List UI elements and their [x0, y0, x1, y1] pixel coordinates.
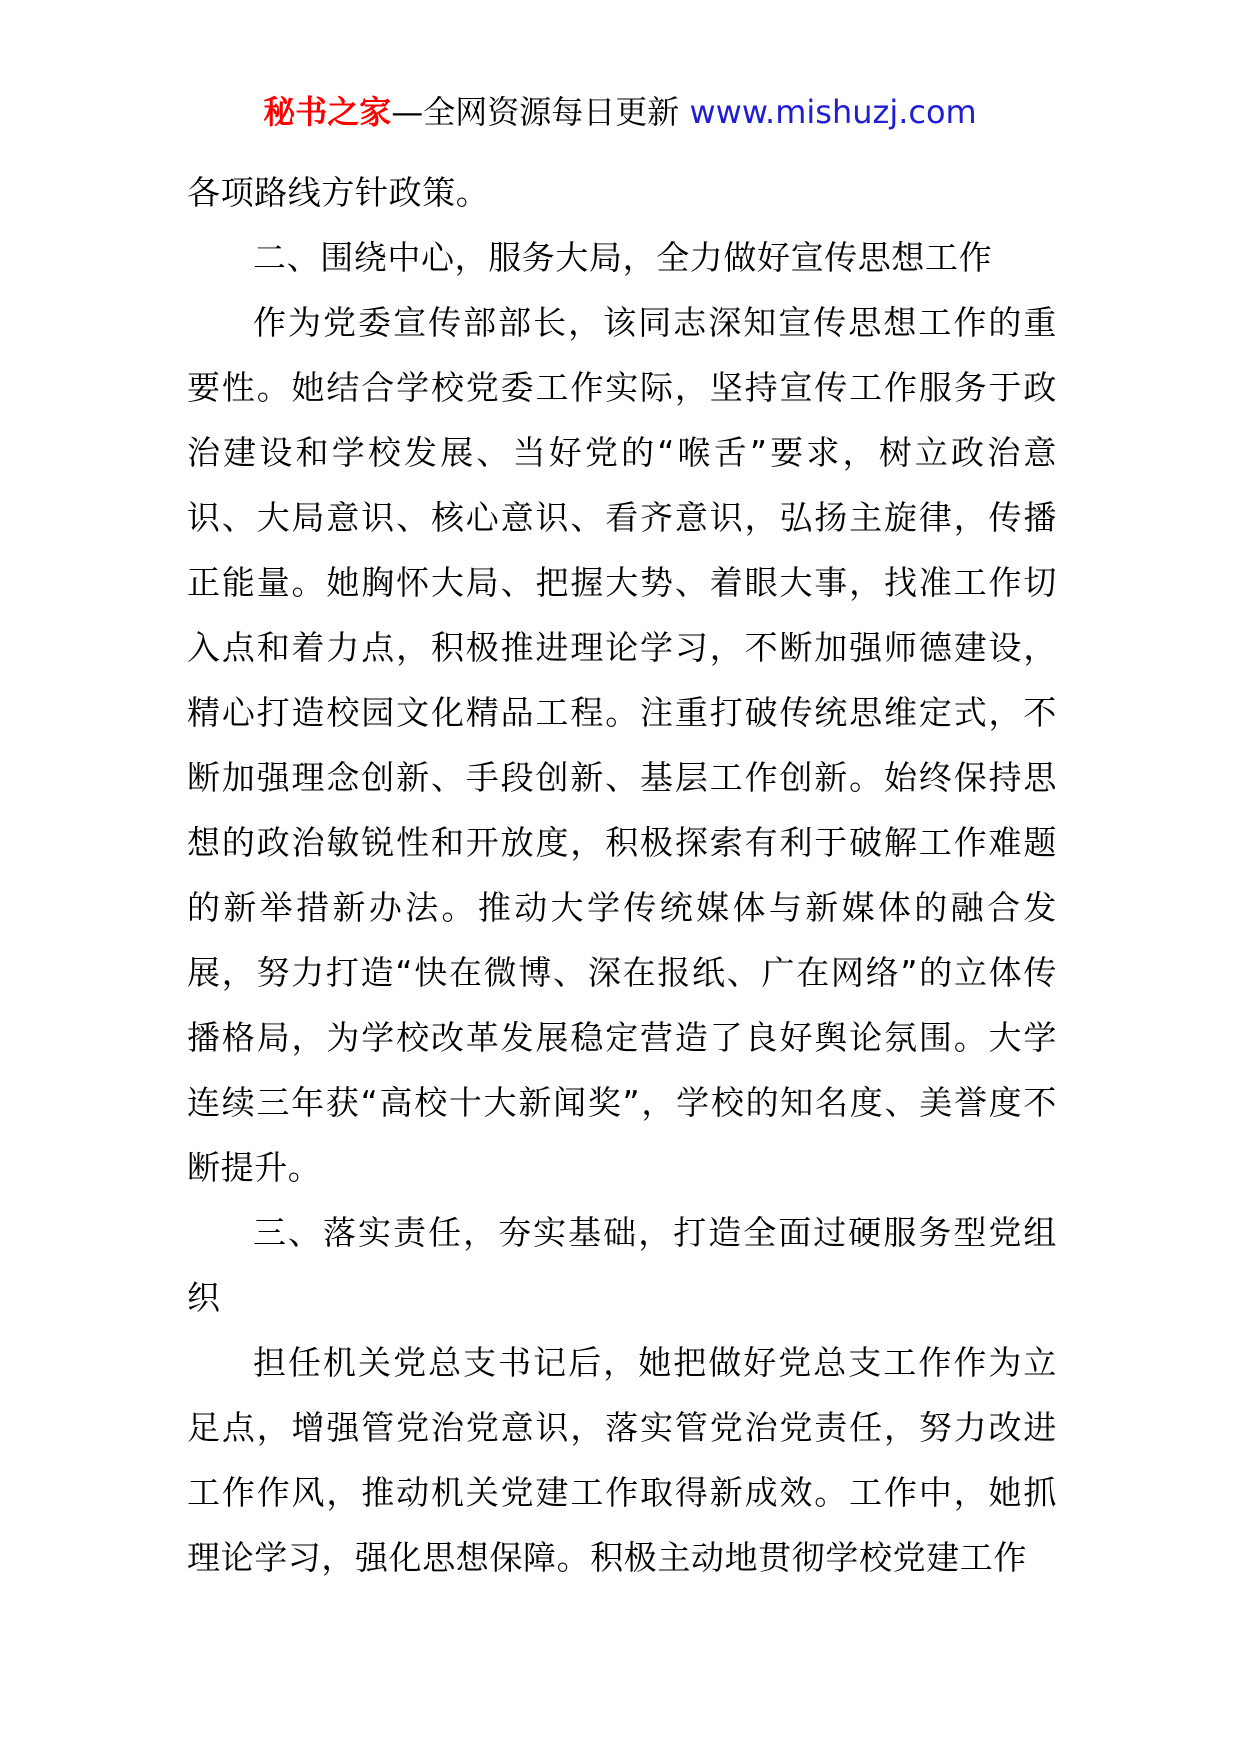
section-heading-3: 三、落实责任，夯实基础，打造全面过硬服务型党组织 [187, 1213, 1057, 1317]
body-paragraph: 担任机关党总支书记后，她把做好党总支工作作为立足点，增强管党治党意识，落实管党治党责任，努力改进工作作风，推动机关党建工作取得新成效。工作中，她抓理论学习，强化思想保障。积极主动地贯彻学校党建工作 [187, 1343, 1057, 1577]
continuation-paragraph: 各项路线方针政策。 [187, 173, 490, 212]
brand-name: 秘书之家 [263, 93, 392, 131]
body-paragraph: 作为党委宣传部部长，该同志深知宣传思想工作的重要性。她结合学校党委工作实际，坚持宣传工作服务于政治建设和学校发展、当好党的“喉舌”要求，树立政治意识、大局意识、核心意识、看齐意识，弘扬主旋律，传播正能量。她胸怀大局、把握大势、着眼大事，找准工作切入点和着力点，积极推进理论学习，不断加强师德建设，精心打造校园文化精品工程。注重打破传统思维定式，不断加强理念创新、手段创新、基层工作创新。始终保持思想的政治敏锐性和开放度，积极探索有利于破解工作难题的新举措新办法。推动大学传统媒体与新媒体的融合发展，努力打造“快在微博、深在报纸、广在网络”的立体传播格局，为学校改革发展稳定营造了良好舆论氛围。大学连续三年获“高校十大新闻奖”，学校的知名度、美誉度不断提升。 [187, 303, 1057, 1187]
section-heading-2: 二、围绕中心，服务大局，全力做好宣传思想工作 [253, 238, 993, 277]
header-tagline: —全网资源每日更新 [391, 93, 680, 131]
site-url-link[interactable]: www.mishuzj.com [689, 93, 977, 131]
site-header [0, 92, 1240, 132]
document-body [187, 160, 1057, 1590]
